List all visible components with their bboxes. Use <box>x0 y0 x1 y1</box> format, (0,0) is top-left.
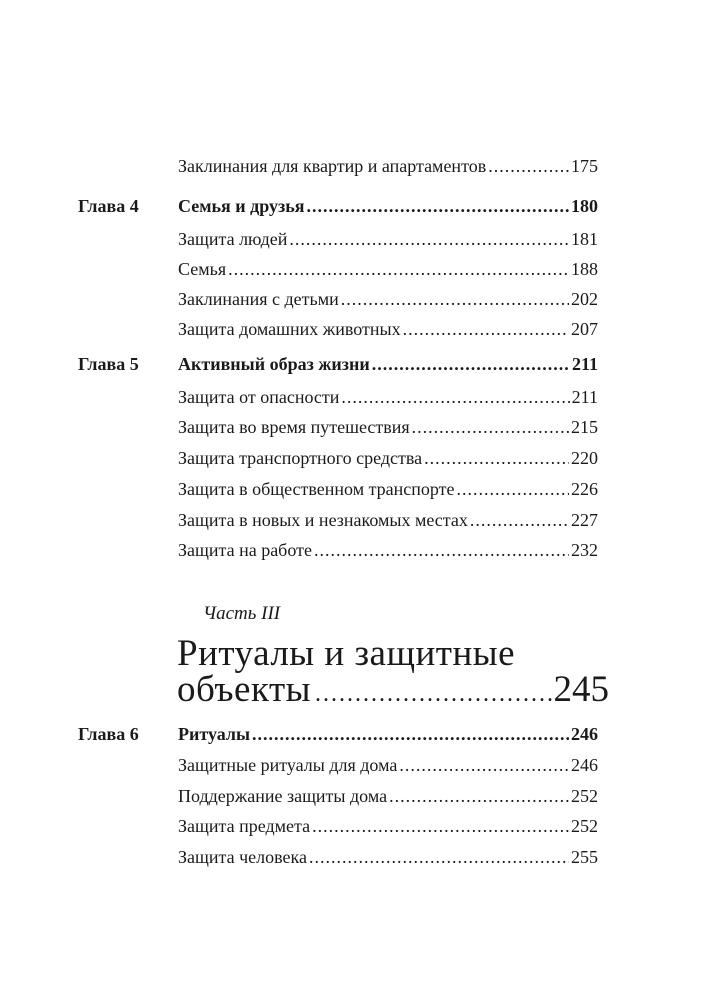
toc-entry[interactable] <box>0 476 723 502</box>
toc-entry-title: Защита людей <box>178 229 288 249</box>
toc-entry[interactable] <box>0 445 723 471</box>
toc-entry-page: 202 <box>571 289 598 309</box>
toc-entry-page: 232 <box>571 540 598 560</box>
part-title-line1[interactable]: Ритуалы и защитные <box>177 633 516 674</box>
toc-entry-page: 220 <box>571 448 598 468</box>
toc-entry-page: 252 <box>571 816 598 836</box>
toc-entry-title: Защита от опасности <box>178 387 340 407</box>
toc-entry[interactable] <box>0 783 723 809</box>
dot-leader <box>389 783 569 809</box>
chapter-label: Глава 5 <box>78 354 139 374</box>
chapter-label: Глава 6 <box>78 724 139 744</box>
chapter-page: 246 <box>571 724 598 744</box>
toc-entry-title: Защита предмета <box>178 816 311 836</box>
toc-entry-page: 246 <box>571 755 598 775</box>
dot-leader <box>314 537 569 563</box>
toc-entry[interactable] <box>0 286 723 312</box>
part-title-line2[interactable] <box>177 670 609 714</box>
dot-leader <box>341 384 569 410</box>
toc-chapter-5[interactable] <box>0 351 723 377</box>
toc-entry[interactable] <box>0 752 723 778</box>
toc-entry-title: Заклинания для квартир и апартаментов <box>178 156 487 176</box>
toc-entry-page: 255 <box>571 847 598 867</box>
toc-chapter-6[interactable] <box>0 721 723 747</box>
toc-entry-title: Защита человека <box>178 847 307 867</box>
dot-leader <box>403 316 569 342</box>
dot-leader <box>312 813 569 839</box>
toc-entry-page: 181 <box>571 229 598 249</box>
dot-leader <box>457 476 569 502</box>
toc-entry-page: 188 <box>571 259 598 279</box>
toc-entry-title: Заклинания с детьми <box>178 289 339 309</box>
toc-entry-title: Защита в новых и незнакомых местах <box>178 510 468 530</box>
part-page: 245 <box>553 669 609 710</box>
toc-entry-title: Защитные ритуалы для дома <box>178 755 398 775</box>
part-label: Часть III <box>203 603 281 624</box>
chapter-page: 211 <box>571 354 598 374</box>
toc-entry-page: 252 <box>571 786 598 806</box>
dot-leader <box>372 351 570 377</box>
dot-leader <box>488 153 569 179</box>
chapter-title: Семья и друзья <box>178 196 305 216</box>
dot-leader <box>306 193 569 219</box>
dot-leader <box>424 445 569 471</box>
toc-entry[interactable] <box>0 507 723 533</box>
dot-leader <box>399 752 569 778</box>
toc-entry-title: Защита в общественном транспорте <box>178 479 455 499</box>
dot-leader <box>289 226 569 252</box>
toc-entry[interactable] <box>0 537 723 563</box>
toc-entry[interactable] <box>0 384 723 410</box>
dot-leader <box>252 721 569 747</box>
dot-leader <box>412 414 569 440</box>
chapter-title: Ритуалы <box>178 724 251 744</box>
dot-leader <box>228 256 569 282</box>
dot-leader <box>341 286 569 312</box>
dot-leader <box>311 674 554 714</box>
chapter-page: 180 <box>571 196 598 216</box>
toc-entry[interactable] <box>0 226 723 252</box>
toc-entry-title: Семья <box>178 259 227 279</box>
toc-entry-page: 226 <box>571 479 598 499</box>
toc-entry[interactable] <box>0 844 723 870</box>
toc-entry[interactable] <box>0 813 723 839</box>
toc-entry-title: Защита транспортного средства <box>178 448 423 468</box>
toc-entry-page: 211 <box>571 387 598 407</box>
toc-entry[interactable] <box>0 414 723 440</box>
toc-entry-title: Поддержание защиты дома <box>178 786 388 806</box>
toc-entry-title: Защита во время путешествия <box>178 417 410 437</box>
toc-chapter-4[interactable] <box>0 193 723 219</box>
toc-entry[interactable] <box>0 153 723 179</box>
dot-leader <box>309 844 569 870</box>
toc-entry-page: 227 <box>571 510 598 530</box>
chapter-title: Активный образ жизни <box>178 354 370 374</box>
toc-entry[interactable] <box>0 256 723 282</box>
toc-entry-page: 175 <box>571 156 598 176</box>
chapter-label: Глава 4 <box>78 196 139 216</box>
toc-entry-page: 215 <box>571 417 598 437</box>
toc-entry-title: Защита на работе <box>178 540 312 560</box>
dot-leader <box>470 507 569 533</box>
part-title-text: объекты <box>177 669 311 710</box>
toc-entry[interactable] <box>0 316 723 342</box>
toc-entry-title: Защита домашних животных <box>178 319 401 339</box>
toc-entry-page: 207 <box>571 319 598 339</box>
